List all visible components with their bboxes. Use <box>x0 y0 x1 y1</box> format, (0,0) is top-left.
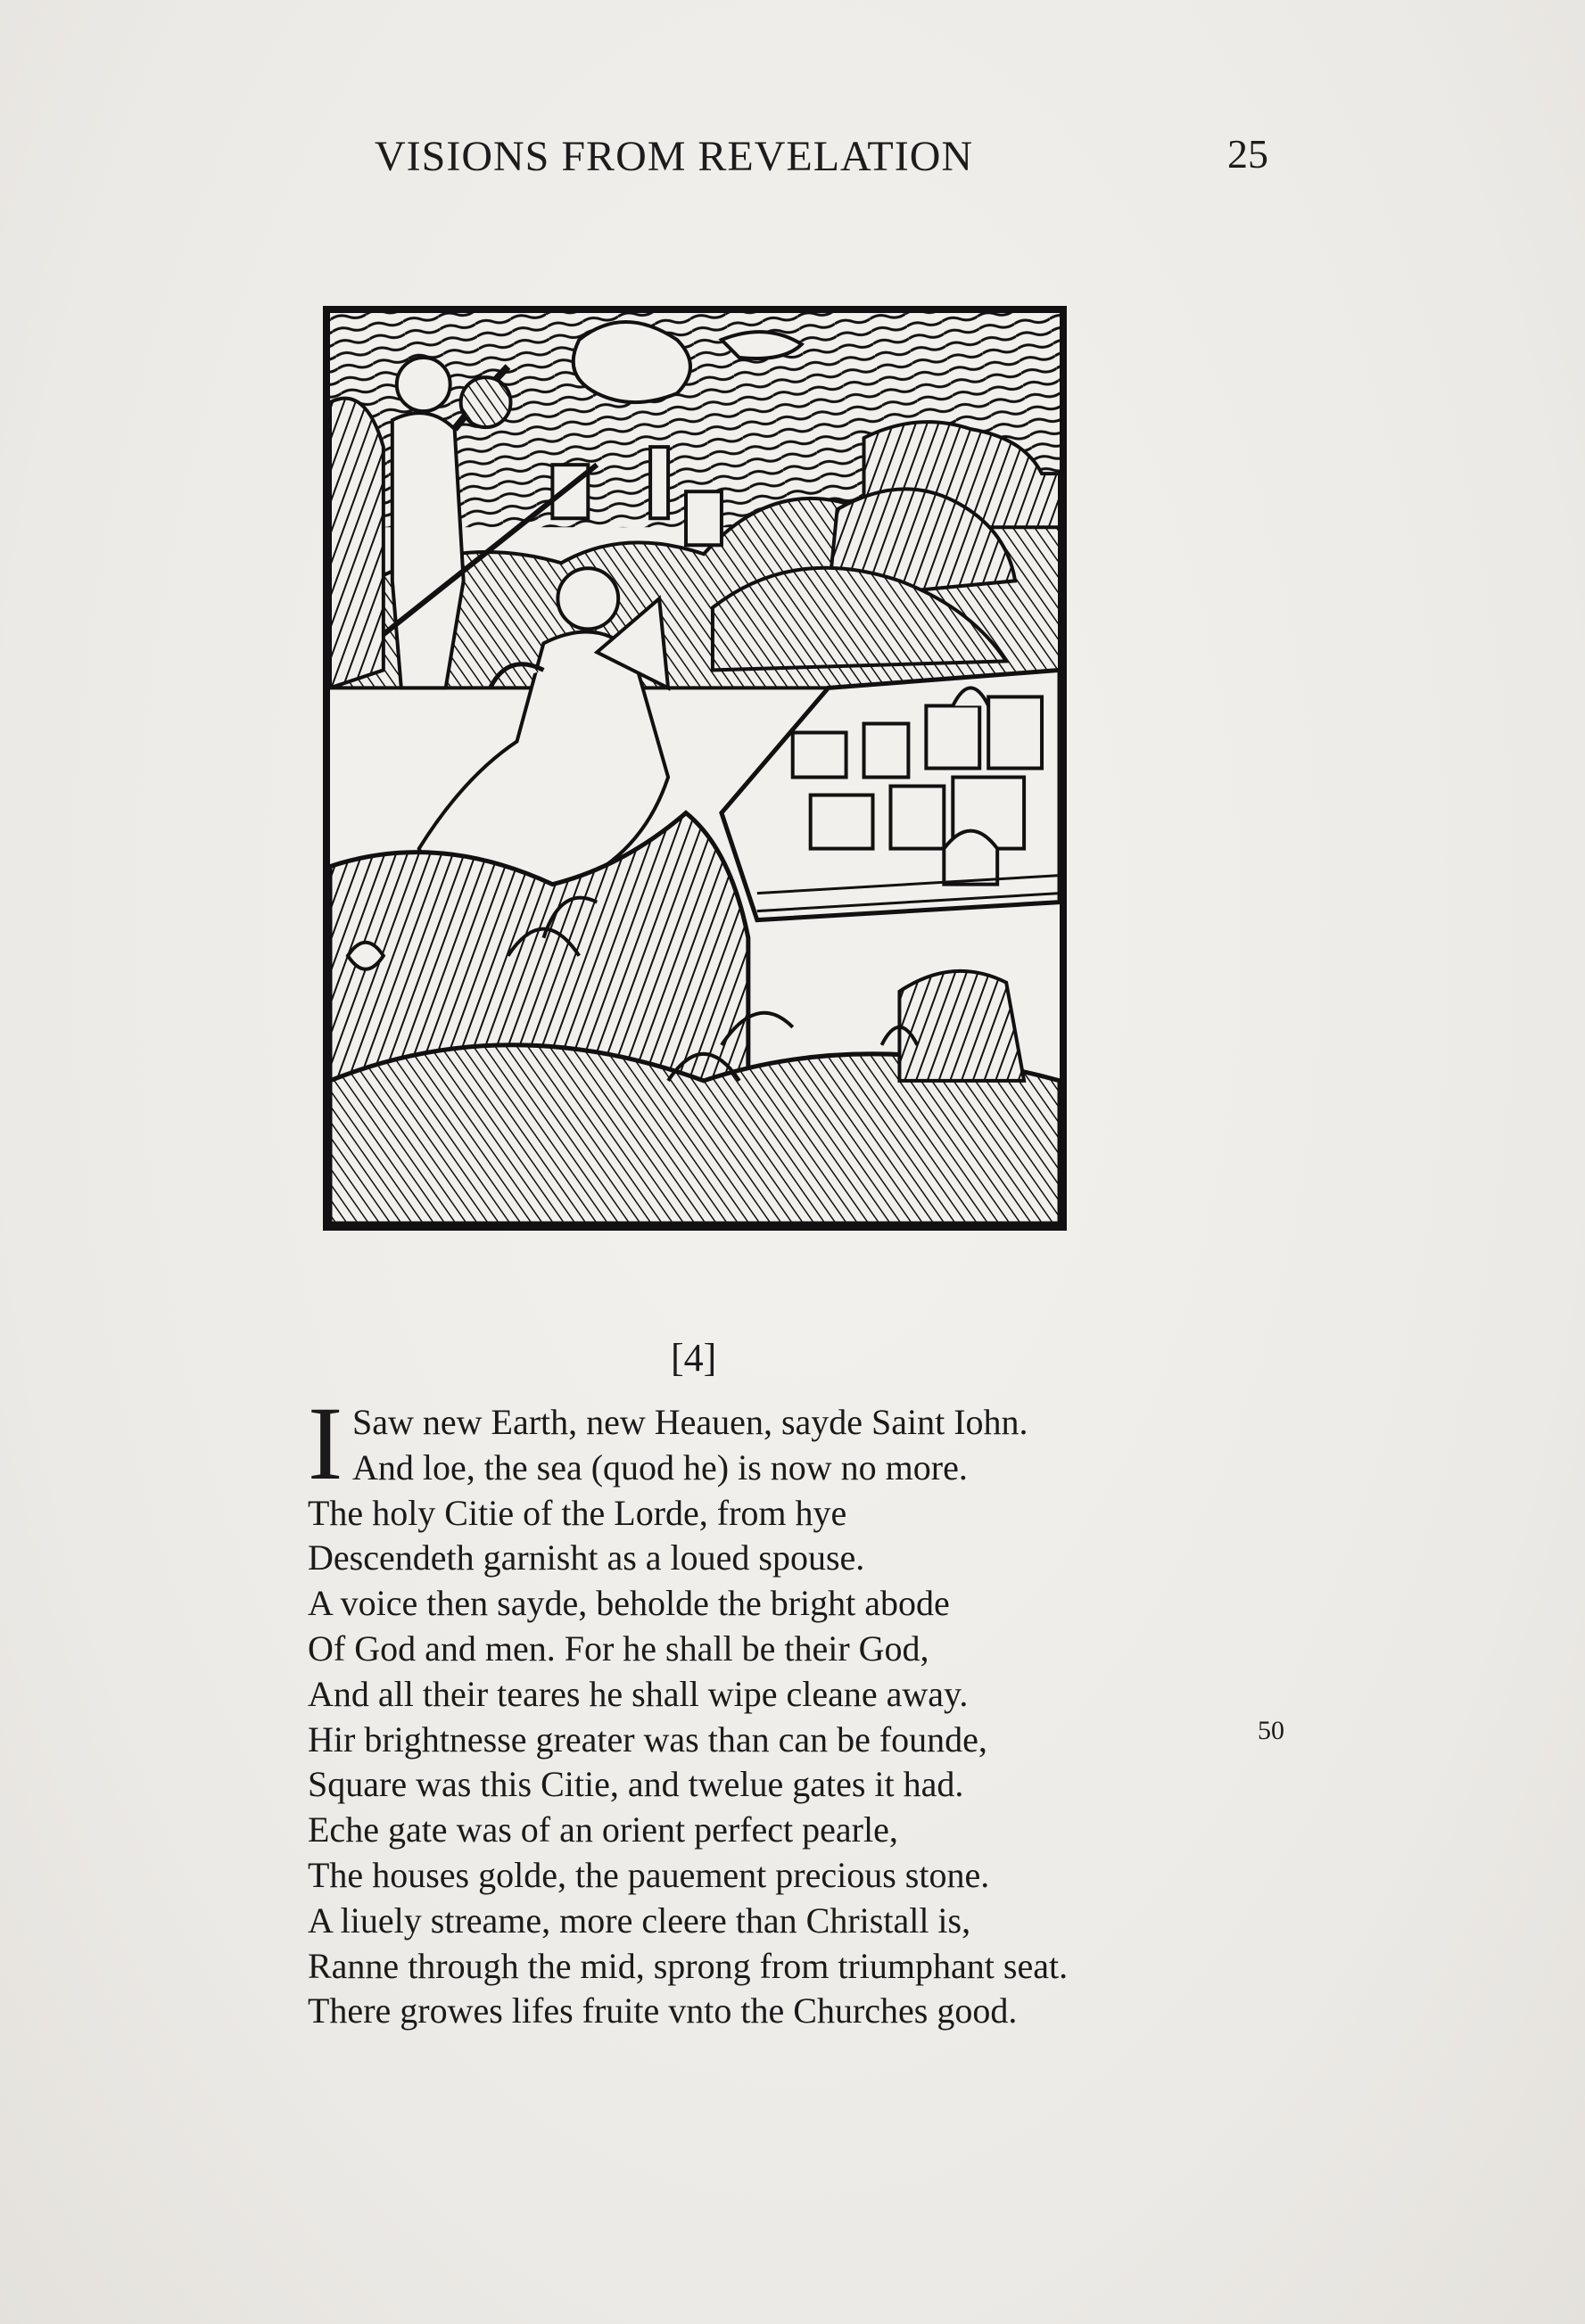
poem-line: A voice then sayde, beholde the bright abode <box>308 1583 950 1624</box>
poem-line: There growes lifes fruite vnto the Churches good. <box>308 1990 1018 2031</box>
running-title: VISIONS FROM REVELATION <box>375 133 974 180</box>
poem-line: Hir brightnesse greater was than can be founde, <box>308 1718 987 1759</box>
poem-line: And loe, the sea (quod he) is now no more. <box>352 1446 968 1488</box>
section-number: [4] <box>671 1336 717 1380</box>
poem-line: Saw new Earth, new Heauen, sayde Saint Iohn. <box>352 1402 1028 1442</box>
poem-line: Ranne through the mid, sprong from triumphant seat. <box>308 1945 1069 1986</box>
drop-cap: I <box>308 1385 343 1502</box>
poem-text <box>308 1385 1289 2034</box>
poem-line: A liuely streame, more cleere than Christall is, <box>308 1900 971 1941</box>
woodcut-drawing <box>330 313 1060 1224</box>
poem-line: Of God and men. For he shall be their God, <box>308 1628 929 1669</box>
poem-line: Eche gate was of an orient perfect pearle, <box>308 1809 898 1850</box>
woodcut-illustration-icon <box>323 306 1067 1231</box>
page-number: 25 <box>1227 131 1268 177</box>
poem-line: The houses golde, the pauement precious stone. <box>308 1854 990 1895</box>
poem-line: The holy Citie of the Lorde, from hye <box>308 1492 847 1533</box>
poem-line: Descendeth garnisht as a loued spouse. <box>308 1537 865 1578</box>
poem-line: And all their teares he shall wipe cleane away. <box>308 1673 969 1714</box>
poem-line: Square was this Citie, and twelue gates it had. <box>308 1764 964 1805</box>
line-number: 50 <box>1258 1716 1284 1745</box>
